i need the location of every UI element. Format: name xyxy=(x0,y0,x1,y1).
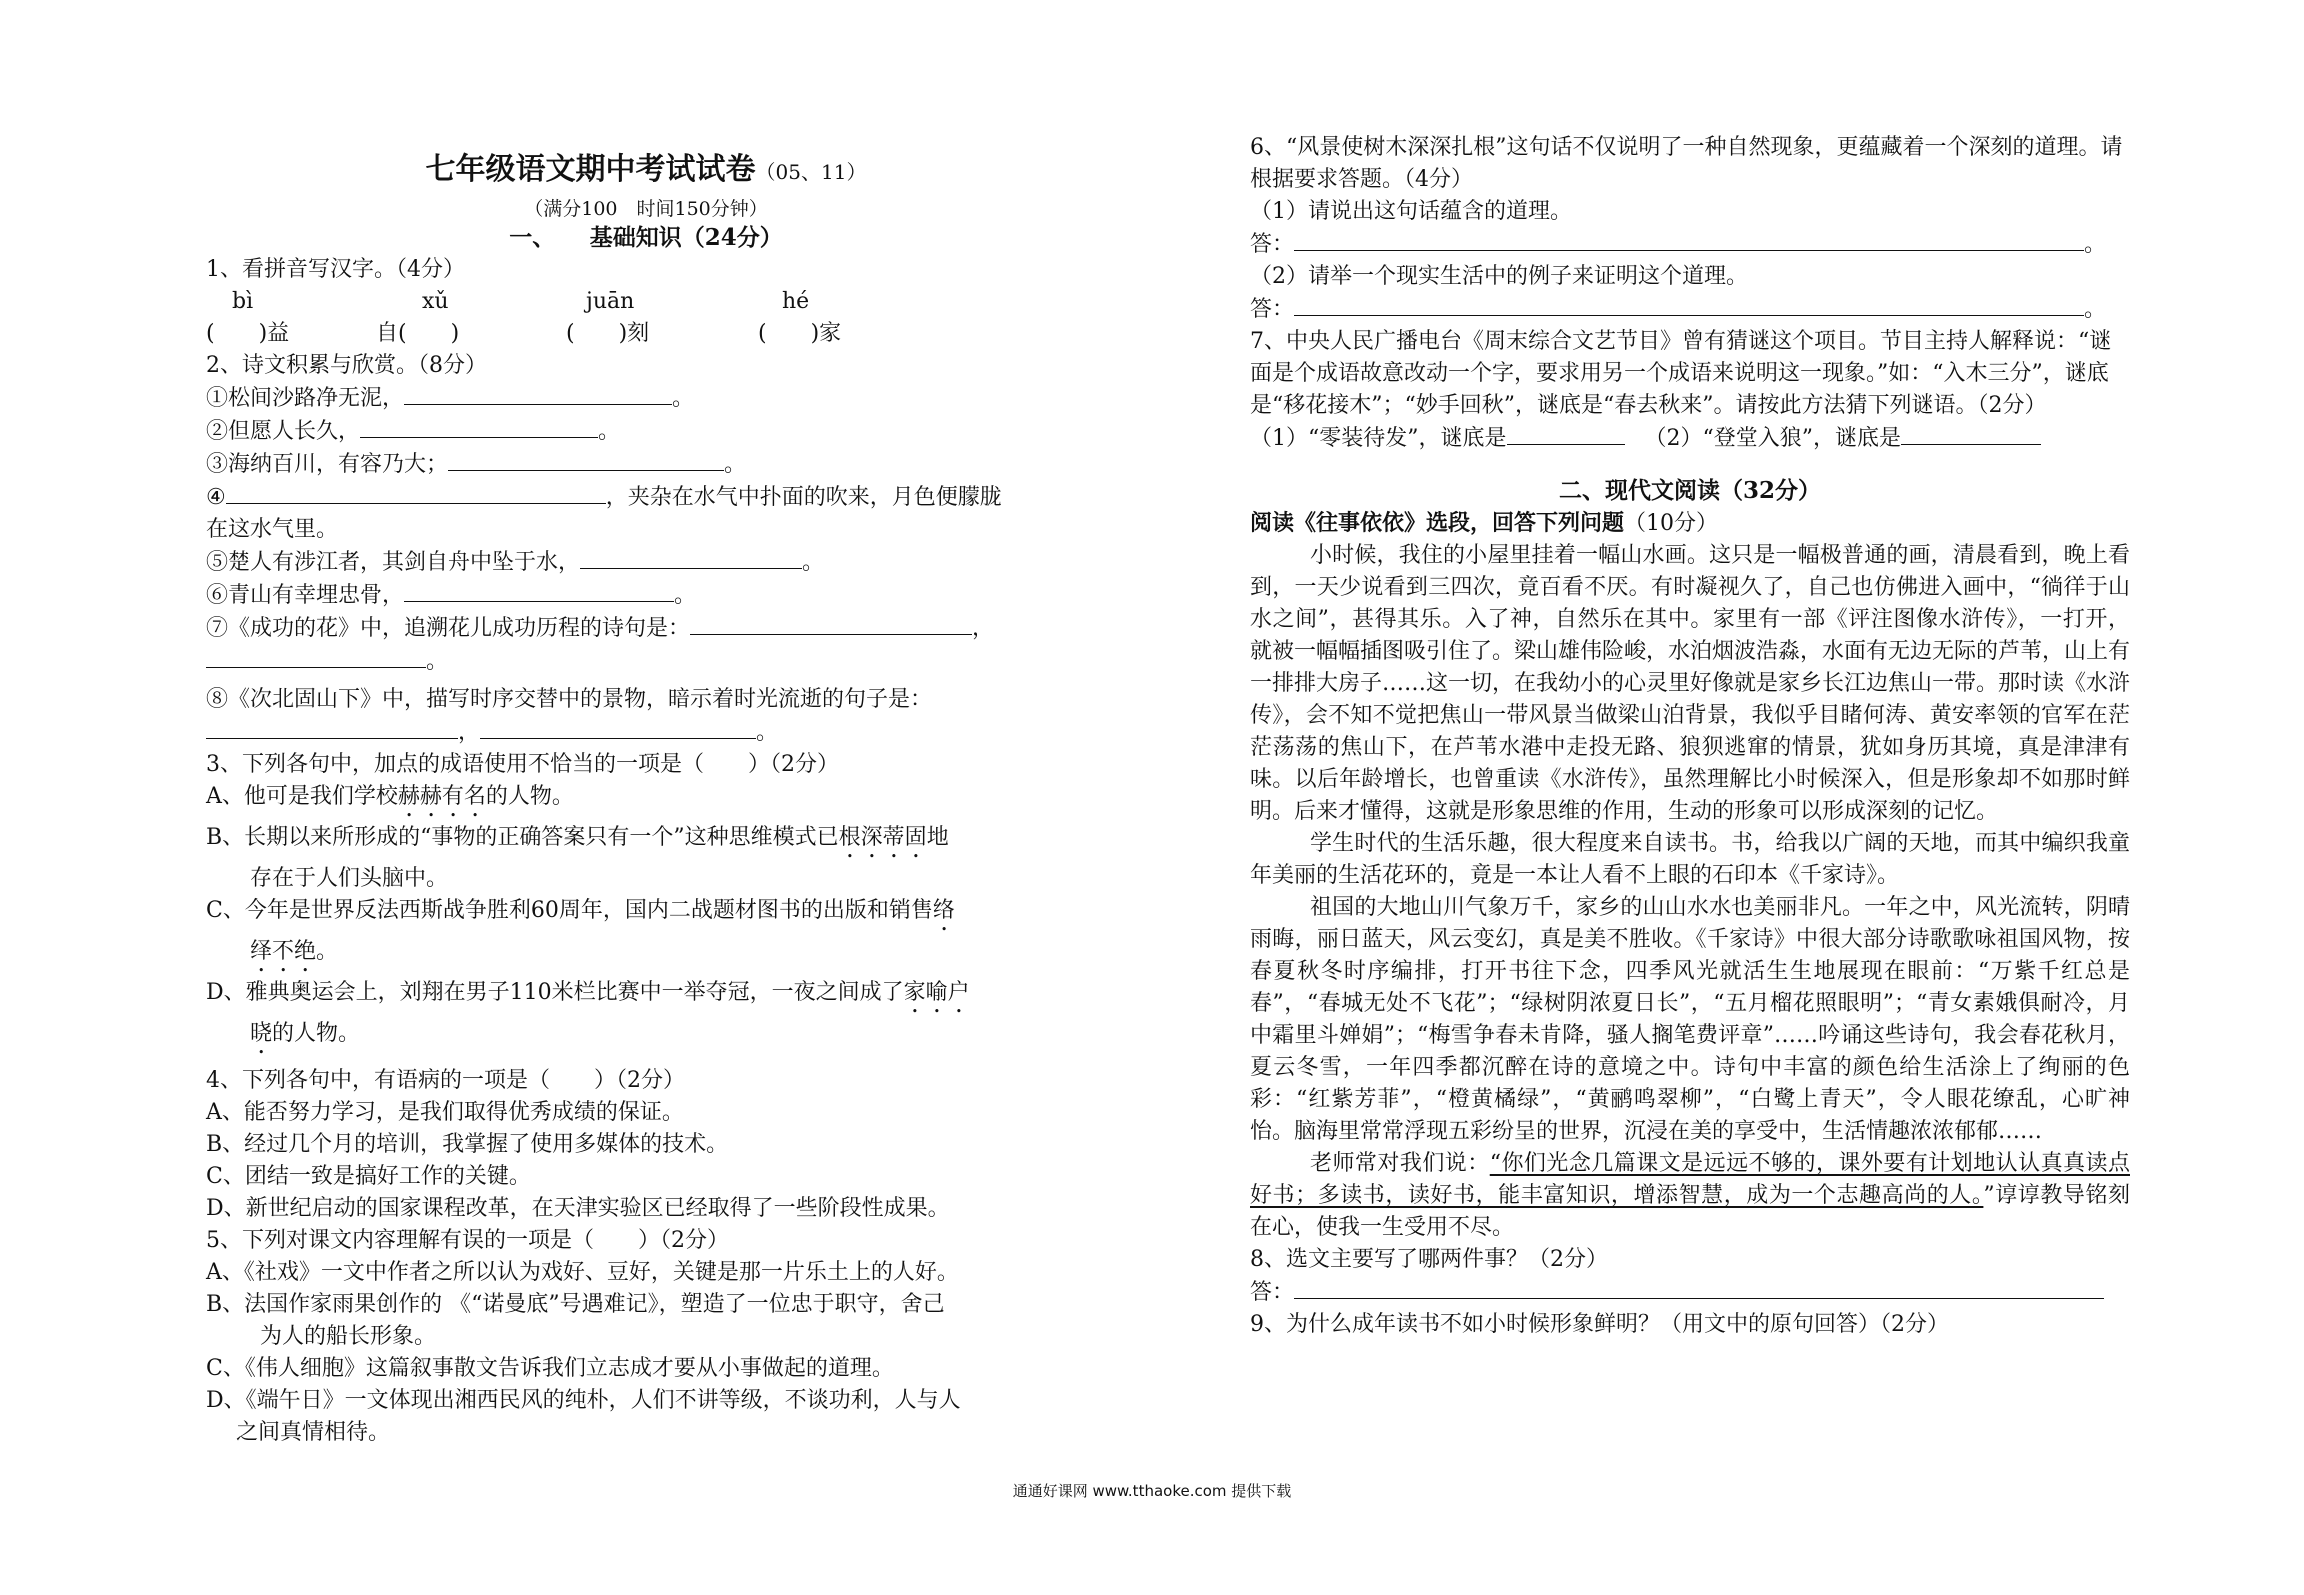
underlined-quote: “你们光念几篇课文是远远不够的，课外要有计划地认认真真读点好书；多读书，读好书，能丰富知识，增添智慧，成为一个志趣高尚的人。 xyxy=(1250,1151,2130,1208)
q5-stem: 5、下列对课文内容理解有误的一项是（ ）（2分） xyxy=(206,1228,729,1253)
pinyin-4: hé xyxy=(782,289,810,314)
q2-blank-8b[interactable] xyxy=(480,716,756,739)
q1-pinyin-row xyxy=(206,286,1086,318)
q4-option-d[interactable]: D、新世纪启动的国家课程改革，在天津实验区已经取得了一些阶段性成果。 xyxy=(206,1196,950,1221)
q3-stem: 3、下列各句中，加点的成语使用不恰当的一项是（ ）（2分） xyxy=(206,752,839,777)
q1-stem: 1、看拼音写汉字。（4分） xyxy=(206,257,465,282)
q2-stem: 2、诗文积累与欣赏。（8分） xyxy=(206,353,487,378)
q3-option-c-cont: 绎不绝。 xyxy=(250,939,339,964)
q4-option-b[interactable]: B、经过几个月的培训，我掌握了使用多媒体的技术。 xyxy=(206,1132,729,1157)
q6-answer-1: 答： 。 xyxy=(1250,228,2130,261)
q8-answer-blank[interactable] xyxy=(1294,1276,2104,1299)
q2-blank-4[interactable] xyxy=(226,481,606,504)
q1-blank-1[interactable]: ( )益 xyxy=(206,321,290,346)
left-column xyxy=(206,150,1086,1449)
q2-blank-8a[interactable] xyxy=(206,716,458,739)
pinyin-3: juān xyxy=(586,289,635,314)
q5-option-b-cont: 为人的船长形象。 xyxy=(260,1324,437,1349)
right-column xyxy=(1250,132,2130,1341)
q2-line-7-cont: 。 xyxy=(206,645,1086,678)
q2-blank-3[interactable] xyxy=(448,448,724,471)
q3-option-d[interactable]: D、雅典奥运会上，刘翔在男子110米栏比赛中一举夺冠，一夜之间成了家喻户 xyxy=(206,980,970,1005)
q2-blank-7b[interactable] xyxy=(206,645,426,668)
q2-line-3: ③海纳百川，有容乃大； 。 xyxy=(206,448,1086,481)
q2-blank-2[interactable] xyxy=(360,415,598,438)
q5-option-d-cont: 之间真情相待。 xyxy=(236,1420,391,1445)
q2-line-7: ⑦《成功的花》中，追溯花儿成功历程的诗句是： ， xyxy=(206,612,1086,645)
q3-dotted-idiom-b: 根深蒂固 xyxy=(838,825,927,850)
q2-blank-6[interactable] xyxy=(404,579,674,602)
section-heading-reading: 二、现代文阅读（32分） xyxy=(1558,477,1821,504)
page-title xyxy=(206,150,1086,192)
q2-blank-1[interactable] xyxy=(404,382,672,405)
q1-answer-row xyxy=(206,318,1086,350)
q3-option-d-cont: 晓的人物。 xyxy=(250,1021,361,1046)
q5-option-c[interactable]: C、《伟人细胞》这篇叙事散文告诉我们立志成才要从小事做起的道理。 xyxy=(206,1356,894,1381)
q3-option-b-cont: 存在于人们头脑中。 xyxy=(250,866,449,891)
q7-blank-2[interactable] xyxy=(1901,422,2041,445)
section-heading-basic: 一、 基础知识（24分） xyxy=(509,224,783,251)
q5-option-d[interactable]: D、《端午日》一文体现出湘西民风的纯朴，人们不讲等级，不谈功利，人与人 xyxy=(206,1388,961,1413)
reading-paragraph-4: 老师常对我们说：“你们光念几篇课文是远远不够的，课外要有计划地认认真真读点好书；多读书，读好书，能丰富知识，增添智慧，成为一个志趣高尚的人。”谆谆教导铭刻在心，使我一生受用不尽。 xyxy=(1250,1151,2130,1240)
q6-answer-blank-2[interactable] xyxy=(1294,293,2084,316)
q3-dotted-idiom-a: 赫赫有名 xyxy=(397,784,486,809)
pinyin-1: bì xyxy=(232,289,254,314)
pinyin-2: xǔ xyxy=(422,289,449,314)
q4-option-c[interactable]: C、团结一致是搞好工作的关键。 xyxy=(206,1164,531,1189)
q3-dotted-idiom-d1: 家喻户 xyxy=(903,980,970,1005)
q2-line-4: ④ ，夹杂在水气中扑面的吹来，月色便朦胧 xyxy=(206,481,1086,514)
q2-blank-5[interactable] xyxy=(580,546,802,569)
q6-answer-blank-1[interactable] xyxy=(1294,228,2084,251)
q7-riddles: （1）“零装待发”，谜底是 （2）“登堂入狼”，谜底是 xyxy=(1250,422,2130,455)
q6-part-1: （1）请说出这句话蕴含的道理。 xyxy=(1250,199,1572,224)
q2-line-5: ⑤楚人有涉江者，其剑自舟中坠于水， 。 xyxy=(206,546,1086,579)
q7-blank-1[interactable] xyxy=(1507,422,1625,445)
q1-blank-2[interactable]: 自( ) xyxy=(376,321,460,346)
reading-title: 阅读《往事依依》选段，回答下列问题（10分） xyxy=(1250,510,1719,536)
q6-part-2: （2）请举一个现实生活中的例子来证明这个道理。 xyxy=(1250,264,1748,289)
q2-blank-7a[interactable] xyxy=(690,612,972,635)
q6-stem: 6、“风景使树木深深扎根”这句话不仅说明了一种自然现象，更蕴藏着一个深刻的道理。请根据要求答题。（4分） xyxy=(1250,135,2123,192)
q2-line-8: ⑧《次北固山下》中，描写时序交替中的景物，暗示着时光流逝的句子是： xyxy=(206,687,933,712)
title-text: 七年级语文期中考试试卷 xyxy=(425,152,756,187)
q5-option-b[interactable]: B、法国作家雨果创作的 《“诺曼底”号遇难记》，塑造了一位忠于职守，舍己 xyxy=(206,1292,945,1317)
exam-subtitle: （满分100 时间150分钟） xyxy=(524,198,768,220)
q2-line-8-cont: ， 。 xyxy=(206,716,1086,749)
q1-blank-4[interactable]: ( )家 xyxy=(758,321,842,346)
reading-paragraph-1: 小时候，我住的小屋里挂着一幅山水画。这只是一幅极普通的画，清晨看到，晚上看到，一天少说看到三四次，竟百看不厌。有时凝视久了，自己也仿佛进入画中，“徜徉于山水之间”，甚得其乐。入了神，自然乐在其中。家里有一部《评注图像水浒传》，一打开，就被一幅幅插图吸引住了。梁山雄伟险峻，水泊烟波浩淼，水面有无边无际的芦苇，山上有一排排大房子……这一切，在我幼小的心灵里好像就是家乡长江边焦山一带。那时读《水浒传》，会不知不觉把焦山一带风景当做梁山泊背景，我似乎目睹何涛、黄安率领的官军在茫茫荡荡的焦山下，在芦苇水港中走投无路、狼狈逃窜的情景，犹如身历其境，真是津津有味。以后年龄增长，也曾重读《水浒传》，虽然理解比小时候深入，但是形象却不如那时鲜明。后来才懂得，这就是形象思维的作用，生动的形象可以形成深刻的记忆。 xyxy=(1250,543,2131,824)
q3-option-b[interactable]: B、长期以来所形成的“事物的正确答案只有一个”这种思维模式已根深蒂固地 xyxy=(206,825,949,850)
q4-option-a[interactable]: A、能否努力学习，是我们取得优秀成绩的保证。 xyxy=(206,1100,684,1125)
q8-answer: 答： xyxy=(1250,1276,2130,1309)
q9-stem: 9、为什么成年读书不如小时候形象鲜明？（用文中的原句回答）（2分） xyxy=(1250,1312,1949,1337)
q3-option-a[interactable]: A、他可是我们学校赫赫有名的人物。 xyxy=(206,784,574,809)
q3-dotted-idiom-d2: 晓 xyxy=(250,1021,273,1046)
q2-line-6: ⑥青山有幸埋忠骨， 。 xyxy=(206,579,1086,612)
q6-answer-2: 答： 。 xyxy=(1250,293,2130,326)
q4-stem: 4、下列各句中，有语病的一项是（ ）（2分） xyxy=(206,1068,685,1093)
reading-paragraph-2: 学生时代的生活乐趣，很大程度来自读书。书，给我以广阔的天地，而其中编织我童年美丽的生活花环的，竟是一本让人看不上眼的石印本《千家诗》。 xyxy=(1250,831,2130,888)
q7-stem: 7、中央人民广播电台《周末综合文艺节目》曾有猜谜这个项目。节目主持人解释说：“谜面是个成语故意改动一个字，要求用另一个成语来说明这一现象。”如：“入木三分”，谜底是“移花接木”；“妙手回秋”，谜底是“春去秋来”。请按此方法猜下列谜语。（2分） xyxy=(1250,329,2112,418)
q3-dotted-idiom-c1: 络 xyxy=(932,898,955,923)
q2-line-1: ①松间沙路净无泥， 。 xyxy=(206,382,1086,415)
footer-watermark: 通通好课网 www.tthaoke.com 提供下载 xyxy=(1012,1482,1292,1500)
q2-line-4-cont: 在这水气里。 xyxy=(206,517,339,542)
q3-option-c[interactable]: C、今年是世界反法西斯战争胜利60周年，国内二战题材图书的出版和销售络 xyxy=(206,898,955,923)
title-suffix: （05、11） xyxy=(755,160,867,184)
q5-option-a[interactable]: A、《社戏》一文中作者之所以认为戏好、豆好，关键是那一片乐土上的人好。 xyxy=(206,1260,959,1285)
q1-blank-3[interactable]: ( )刻 xyxy=(566,321,650,346)
q2-line-2: ②但愿人长久， 。 xyxy=(206,415,1086,448)
q3-dotted-idiom-c2: 绎不绝 xyxy=(250,939,317,964)
q8-stem: 8、选文主要写了哪两件事？（2分） xyxy=(1250,1247,1608,1272)
reading-paragraph-3: 祖国的大地山川气象万千，家乡的山山水水也美丽非凡。一年之中，风光流转，阴晴雨晦，丽日蓝天，风云变幻，真是美不胜收。《千家诗》中很大部分诗歌歌咏祖国风物，按春夏秋冬时序编排，打开书往下念，四季风光就活生生地展现在眼前：“万紫千红总是春”，“春城无处不飞花”；“绿树阴浓夏日长”，“五月榴花照眼明”；“青女素娥俱耐冷，月中霜里斗婵娟”；“梅雪争春未肯降，骚人搁笔费评章”……吟诵这些诗句，我会春花秋月，夏云冬雪，一年四季都沉醉在诗的意境之中。诗句中丰富的颜色给生活涂上了绚丽的色彩：“红紫芳菲”，“橙黄橘绿”，“黄鹂鸣翠柳”，“白鹭上青天”，令人眼花缭乱，心旷神怡。脑海里常常浮现五彩纷呈的世界，沉浸在美的享受中，生活情趣浓浓郁郁…… xyxy=(1250,895,2130,1144)
